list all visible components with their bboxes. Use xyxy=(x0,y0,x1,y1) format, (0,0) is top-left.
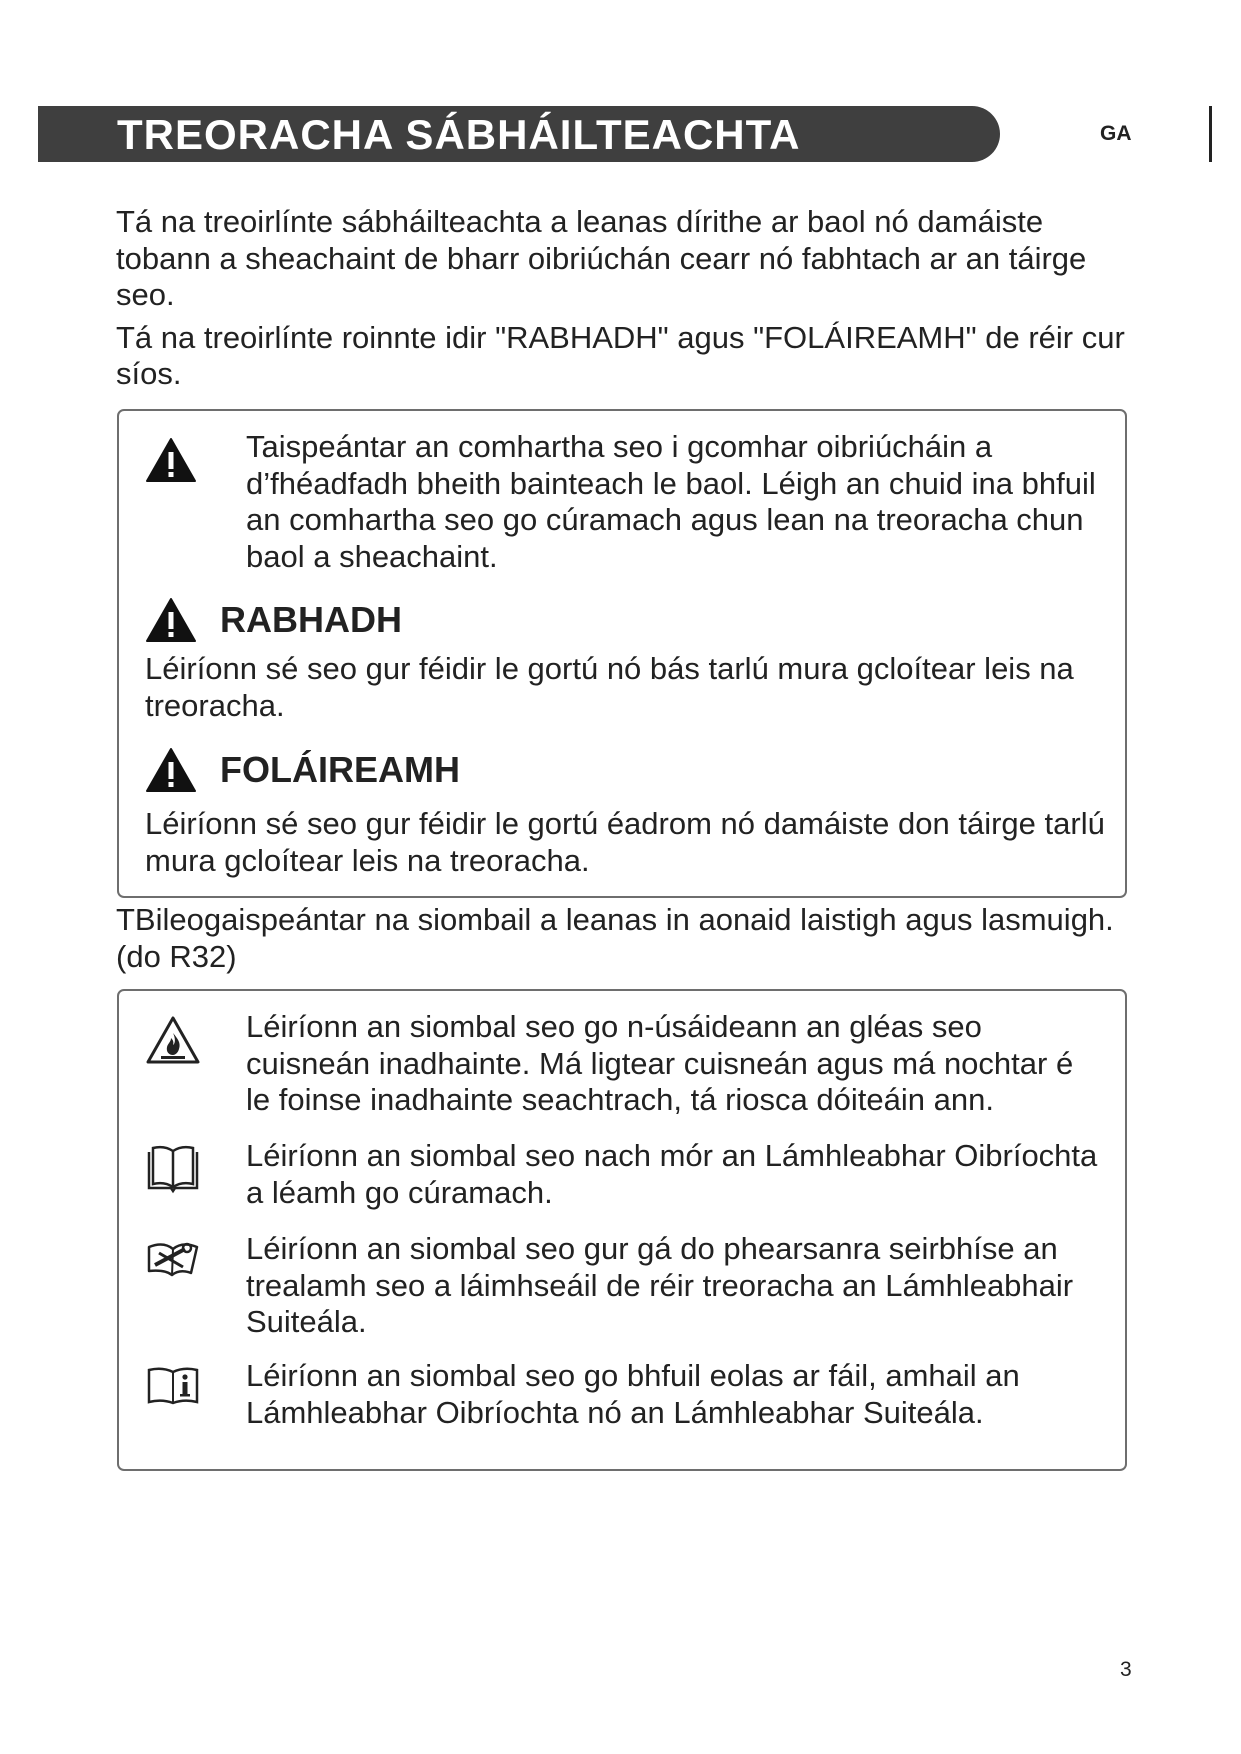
warning-triangle-icon xyxy=(145,437,201,483)
intro-paragraph-2: Tá na treoirlínte roinnte idir "RABHADH" agus "FOLÁIREAMH" de réir cur síos. xyxy=(116,319,1125,391)
intro-paragraph-1: Tá na treoirlínte sábháilteachta a leanas dírithe ar baol nó damáiste tobann a sheachaint de bharr oibriúchán cearr nó fabhtach ar an táirge seo. xyxy=(116,204,1087,312)
symbol-item-text: Léiríonn an siombal seo gur gá do phearsanra seirbhíse an trealamh seo a láimhseáil de réir treoracha an Lámhleabhair Suiteála. xyxy=(246,1231,1074,1339)
warning-heading: RABHADH xyxy=(220,599,402,640)
title-bar xyxy=(38,106,1000,162)
warning-box xyxy=(117,409,1127,898)
edge-marker xyxy=(1209,106,1212,162)
info-manual-icon xyxy=(145,1364,201,1406)
warning-triangle-icon xyxy=(145,597,197,643)
intro-section xyxy=(116,204,1126,399)
language-code: GA xyxy=(1100,122,1132,145)
symbol-description: Taispeántar an comhartha seo i gcomhar oibriúcháin a d’fhéadfadh bheith bainteach le baol. Léigh an chuid ina bhfuil an comhartha seo go cúramach agus lean na treoracha chun baol a sheachaint. xyxy=(246,429,1096,574)
service-manual-icon xyxy=(145,1235,201,1279)
symbol-item-text: Léiríonn an siombal seo go bhfuil eolas ar fáil, amhail an Lámhleabhar Oibríochta nó an Lámhleabhar Suiteála. xyxy=(246,1358,1020,1430)
warning-triangle-icon xyxy=(145,747,197,793)
book-icon xyxy=(145,1144,201,1194)
warning-description: Léiríonn sé seo gur féidir le gortú nó bás tarlú mura gcloítear leis na treoracha. xyxy=(145,651,1074,723)
caution-heading: FOLÁIREAMH xyxy=(220,749,460,790)
page-title: TREORACHA SÁBHÁILTEACHTA xyxy=(117,111,801,158)
page-number: 3 xyxy=(1120,1658,1132,1681)
flammable-icon xyxy=(145,1015,201,1065)
caution-description: Léiríonn sé seo gur féidir le gortú éadrom nó damáiste don táirge tarlú mura gcloítear leis na treoracha. xyxy=(145,806,1105,878)
symbols-intro: TBileogaispeántar na siombail a leanas in aonaid laistigh agus lasmuigh. (do R32) xyxy=(116,902,1114,974)
symbols-box xyxy=(117,989,1127,1471)
symbol-item-text: Léiríonn an siombal seo go n-úsáideann an gléas seo cuisneán inadhainte. Má ligtear cuisneán agus má nochtar é le foinse inadhainte seachtrach, tá riosca dóiteáin ann. xyxy=(246,1009,1074,1117)
symbol-item-text: Léiríonn an siombal seo nach mór an Lámhleabhar Oibríochta a léamh go cúramach. xyxy=(246,1138,1098,1210)
